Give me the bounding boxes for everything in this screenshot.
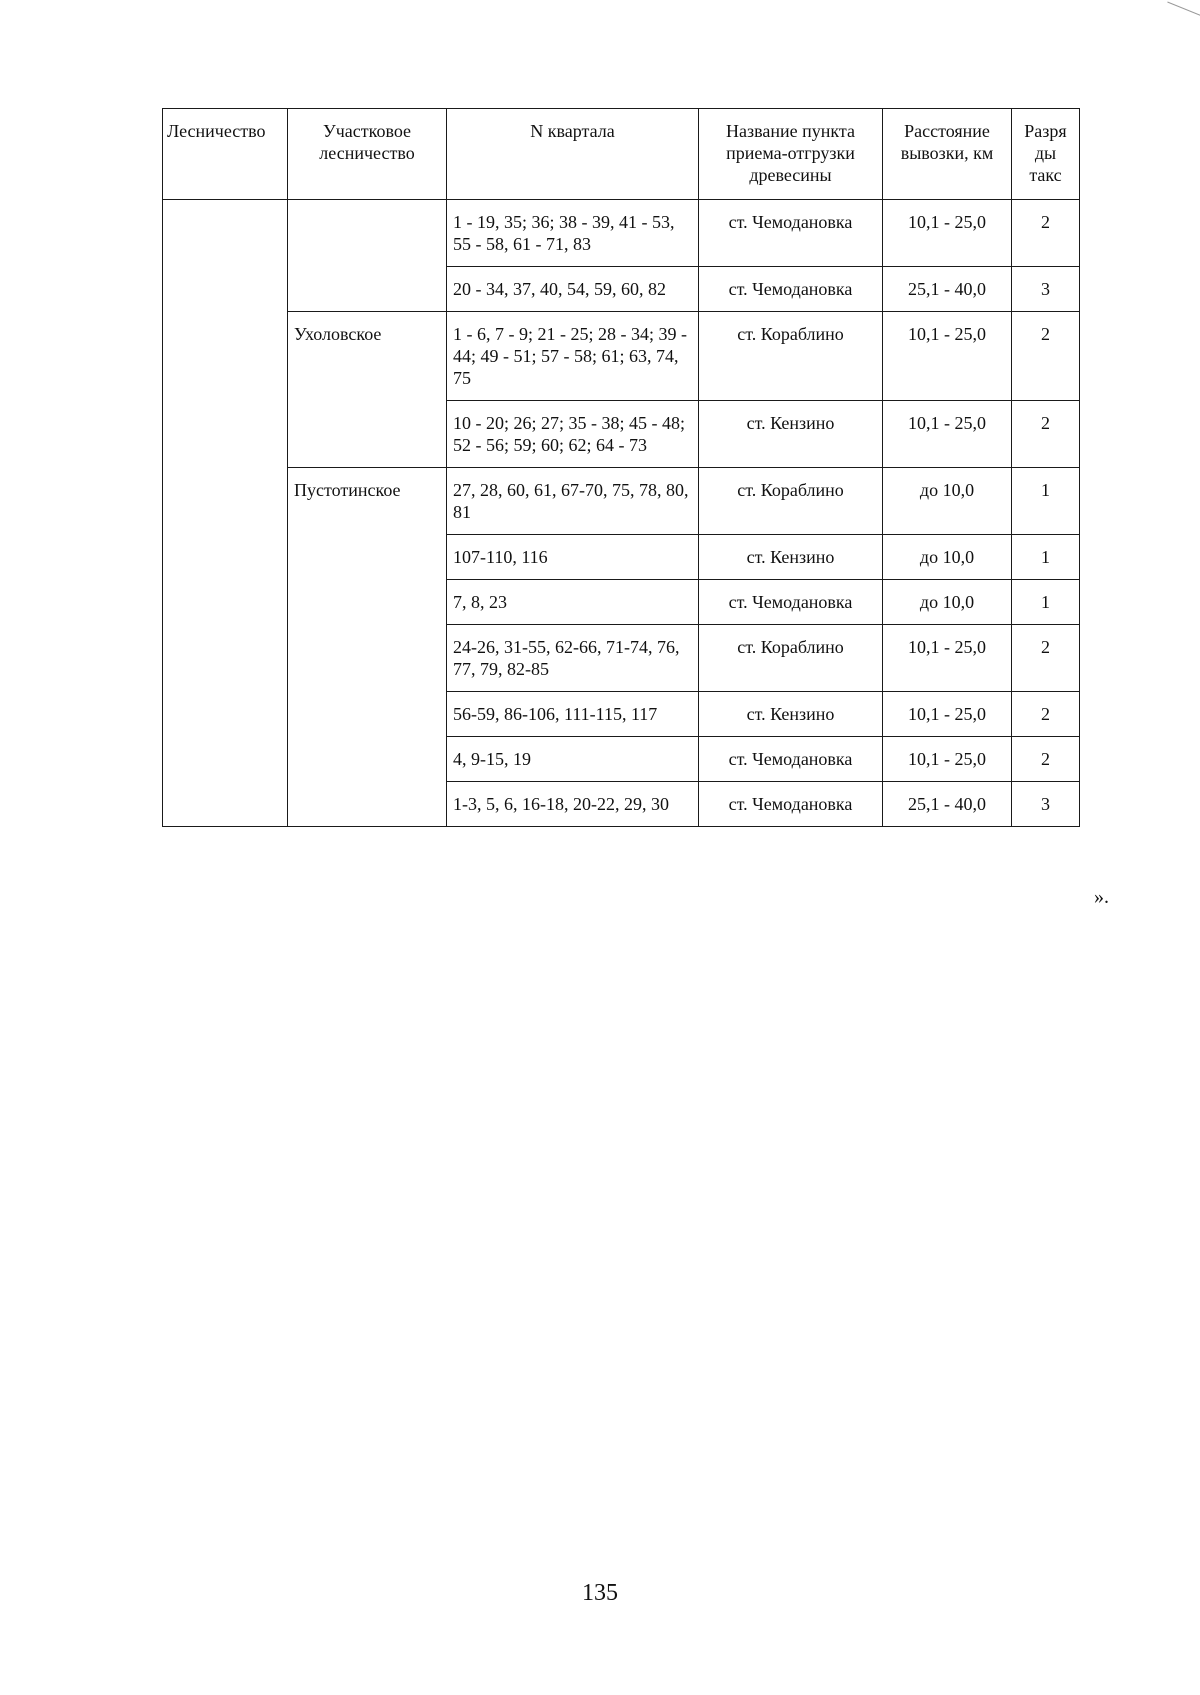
- punkt-cell: ст. Кораблино: [699, 312, 883, 401]
- kvartal-cell: 20 - 34, 37, 40, 54, 59, 60, 82: [447, 267, 699, 312]
- kvartal-cell: 10 - 20; 26; 27; 35 - 38; 45 - 48; 52 - 56; 59; 60; 62; 64 - 73: [447, 401, 699, 468]
- table-row: [163, 468, 1080, 535]
- razryad-cell: 3: [1012, 267, 1080, 312]
- rasstoyanie-cell: до 10,0: [883, 535, 1012, 580]
- kvartal-cell: 7, 8, 23: [447, 580, 699, 625]
- rasstoyanie-cell: 25,1 - 40,0: [883, 267, 1012, 312]
- kvartal-cell: 24-26, 31-55, 62-66, 71-74, 76, 77, 79, 82-85: [447, 625, 699, 692]
- closing-quote-mark: ».: [1094, 886, 1109, 908]
- razryad-cell: 1: [1012, 535, 1080, 580]
- razryad-cell: 2: [1012, 625, 1080, 692]
- rasstoyanie-cell: 10,1 - 25,0: [883, 737, 1012, 782]
- page-edge-mark: [1160, 0, 1200, 20]
- uchastkovoe-cell: Ухоловское: [288, 312, 447, 468]
- rasstoyanie-cell: 10,1 - 25,0: [883, 625, 1012, 692]
- punkt-cell: ст. Чемодановка: [699, 782, 883, 827]
- punkt-cell: ст. Кораблино: [699, 468, 883, 535]
- header-rasstoyanie: Расстояние вывозки, км: [883, 109, 1012, 200]
- razryad-cell: 2: [1012, 200, 1080, 267]
- razryad-cell: 2: [1012, 737, 1080, 782]
- kvartal-cell: 1 - 6, 7 - 9; 21 - 25; 28 - 34; 39 - 44; 49 - 51; 57 - 58; 61; 63, 74, 75: [447, 312, 699, 401]
- header-razryad: Разря ды такс: [1012, 109, 1080, 200]
- table-row: [163, 312, 1080, 401]
- razryad-cell: 2: [1012, 401, 1080, 468]
- rasstoyanie-cell: 10,1 - 25,0: [883, 401, 1012, 468]
- punkt-cell: ст. Чемодановка: [699, 580, 883, 625]
- kvartal-cell: 27, 28, 60, 61, 67-70, 75, 78, 80, 81: [447, 468, 699, 535]
- razryad-cell: 1: [1012, 580, 1080, 625]
- punkt-cell: ст. Чемодановка: [699, 267, 883, 312]
- punkt-cell: ст. Чемодановка: [699, 737, 883, 782]
- rasstoyanie-cell: до 10,0: [883, 468, 1012, 535]
- header-uchastkovoe: Участковое лесничество: [288, 109, 447, 200]
- uchastkovoe-cell: Пустотинское: [288, 468, 447, 827]
- rasstoyanie-cell: до 10,0: [883, 580, 1012, 625]
- kvartal-cell: 56-59, 86-106, 111-115, 117: [447, 692, 699, 737]
- kvartal-cell: 107-110, 116: [447, 535, 699, 580]
- rasstoyanie-cell: 25,1 - 40,0: [883, 782, 1012, 827]
- leschestvo-cell: [163, 200, 288, 827]
- header-punkt: Название пункта приема-отгрузки древесины: [699, 109, 883, 200]
- razryad-cell: 2: [1012, 692, 1080, 737]
- table-header-row: [163, 109, 1080, 200]
- rasstoyanie-cell: 10,1 - 25,0: [883, 200, 1012, 267]
- punkt-cell: ст. Чемодановка: [699, 200, 883, 267]
- razryad-cell: 2: [1012, 312, 1080, 401]
- page-number: 135: [582, 1580, 618, 1606]
- header-leschestvo: Лесничество: [163, 109, 288, 200]
- punkt-cell: ст. Кензино: [699, 535, 883, 580]
- rasstoyanie-cell: 10,1 - 25,0: [883, 692, 1012, 737]
- kvartal-cell: 1-3, 5, 6, 16-18, 20-22, 29, 30: [447, 782, 699, 827]
- kvartal-cell: 4, 9-15, 19: [447, 737, 699, 782]
- rasstoyanie-cell: 10,1 - 25,0: [883, 312, 1012, 401]
- razryad-cell: 3: [1012, 782, 1080, 827]
- punkt-cell: ст. Кензино: [699, 692, 883, 737]
- transport-distance-table: [162, 108, 1080, 827]
- table-row: [163, 200, 1080, 267]
- header-kvartal: N квартала: [447, 109, 699, 200]
- punkt-cell: ст. Кораблино: [699, 625, 883, 692]
- uchastkovoe-cell: [288, 200, 447, 312]
- kvartal-cell: 1 - 19, 35; 36; 38 - 39, 41 - 53, 55 - 58, 61 - 71, 83: [447, 200, 699, 267]
- razryad-cell: 1: [1012, 468, 1080, 535]
- punkt-cell: ст. Кензино: [699, 401, 883, 468]
